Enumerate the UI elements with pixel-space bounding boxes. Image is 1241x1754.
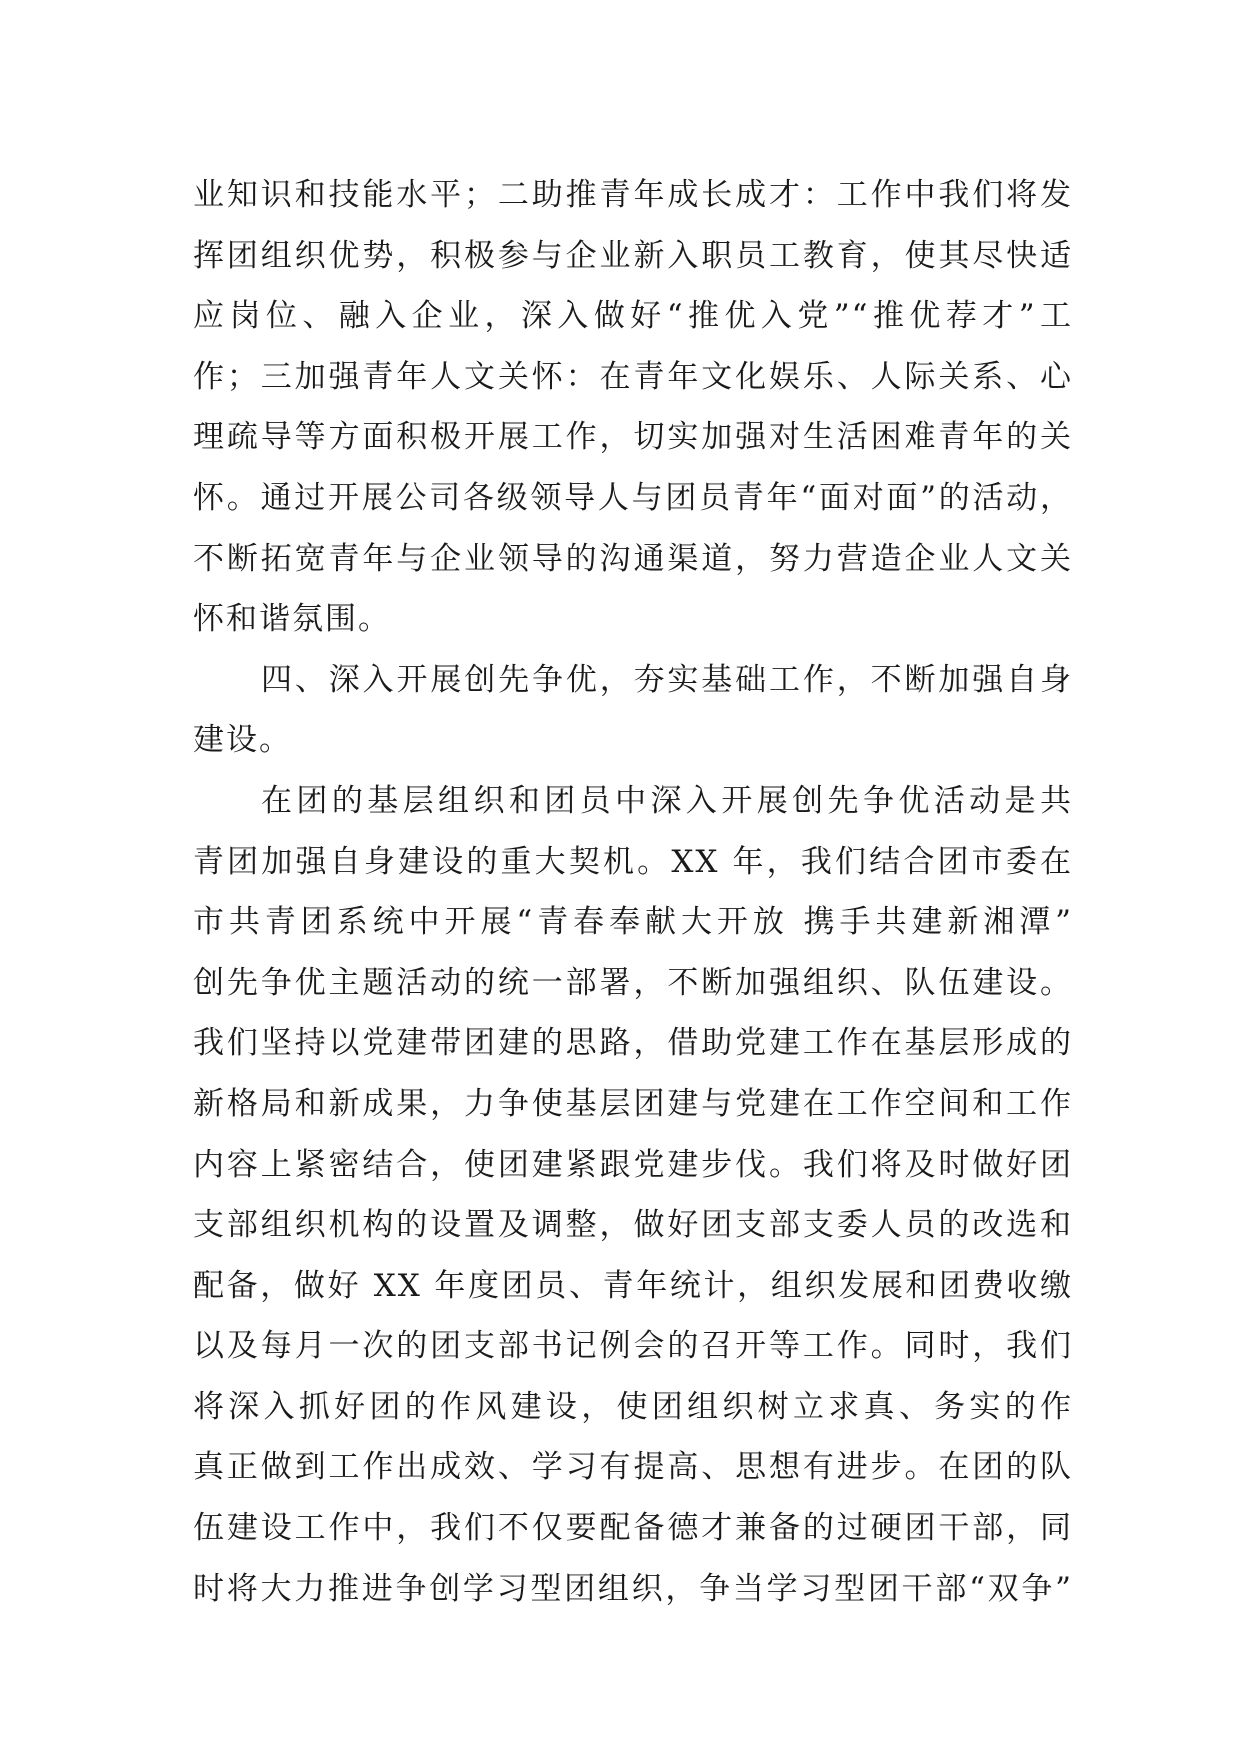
document-body — [193, 165, 1073, 1619]
text-line: 我们坚持以党建带团建的思路，借助党建工作在基层形成的 — [193, 1025, 1073, 1062]
text-line: 内容上紧密结合，使团建紧跟党建步伐。我们将及时做好团 — [193, 1146, 1073, 1183]
text-line: 建设。 — [193, 722, 292, 759]
text-line: 怀。通过开展公司各级领导人与团员青年“面对面”的活动， — [193, 479, 1073, 516]
text-line: 不断拓宽青年与企业领导的沟通渠道，努力营造企业人文关 — [193, 540, 1073, 577]
text-line: 时将大力推进争创学习型团组织，争当学习型团干部“双争” — [193, 1570, 1073, 1607]
text-line: 支部组织机构的设置及调整，做好团支部支委人员的改选和 — [193, 1207, 1073, 1244]
text-line: 市共青团系统中开展“青春奉献大开放 携手共建新湘潭” — [193, 904, 1073, 941]
text-line: 在团的基层组织和团员中深入开展创先争优活动是共 — [261, 782, 1073, 819]
text-line: 青团加强自身建设的重大契机。XX 年，我们结合团市委在 — [193, 843, 1073, 880]
text-line: 以及每月一次的团支部书记例会的召开等工作。同时，我们 — [193, 1328, 1073, 1365]
text-line: 怀和谐氛围。 — [193, 601, 391, 638]
text-line: 伍建设工作中，我们不仅要配备德才兼备的过硬团干部，同 — [193, 1510, 1073, 1547]
text-line: 配备，做好 XX 年度团员、青年统计，组织发展和团费收缴 — [193, 1267, 1073, 1304]
text-line: 将深入抓好团的作风建设，使团组织树立求真、务实的作 — [193, 1388, 1073, 1425]
text-line: 理疏导等方面积极开展工作，切实加强对生活困难青年的关 — [193, 419, 1073, 456]
text-line: 创先争优主题活动的统一部署，不断加强组织、队伍建设。 — [193, 964, 1073, 1001]
text-line: 业知识和技能水平；二助推青年成长成才：工作中我们将发 — [193, 177, 1073, 213]
text-line: 挥团组织优势，积极参与企业新入职员工教育，使其尽快适 — [193, 237, 1073, 274]
text-line: 应岗位、融入企业，深入做好“推优入党”“推优荐才”工 — [193, 298, 1073, 335]
text-line: 真正做到工作出成效、学习有提高、思想有进步。在团的队 — [193, 1449, 1073, 1486]
text-line: 四、深入开展创先争优，夯实基础工作，不断加强自身 — [261, 661, 1073, 698]
text-line: 新格局和新成果，力争使基层团建与党建在工作空间和工作 — [193, 1085, 1073, 1122]
text-line: 作；三加强青年人文关怀：在青年文化娱乐、人际关系、心 — [193, 358, 1073, 395]
